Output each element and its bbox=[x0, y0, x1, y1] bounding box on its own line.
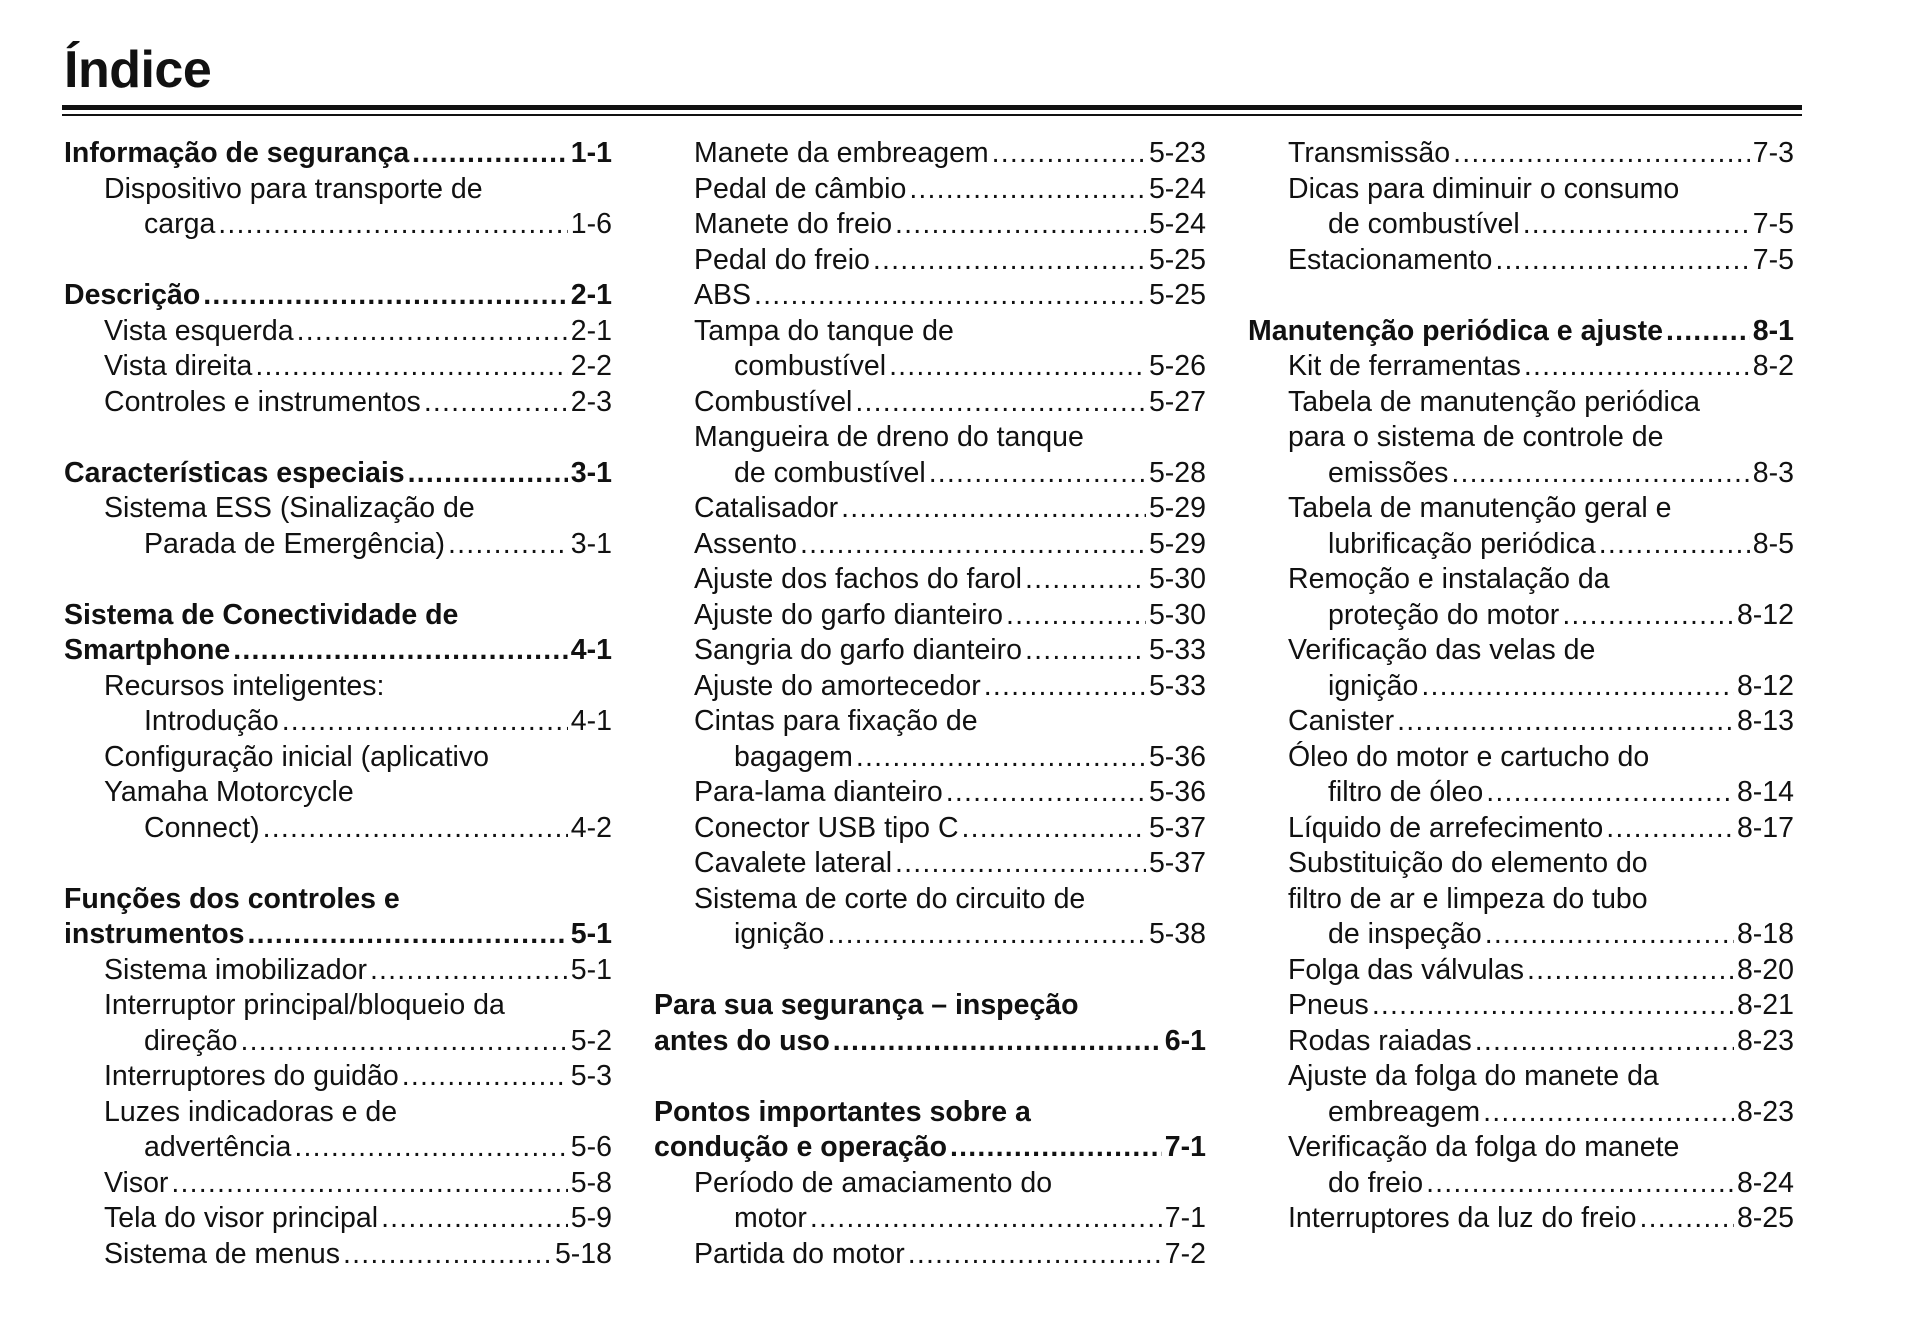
page-number: 4-1 bbox=[570, 634, 612, 666]
entry-text: Rodas raiadas bbox=[1288, 1024, 1472, 1057]
page-number: 3-1 bbox=[570, 456, 612, 489]
entry-text: carga bbox=[144, 208, 216, 240]
entry-text: Características especiais bbox=[64, 456, 405, 489]
section-spacer bbox=[64, 420, 612, 456]
entry-text: ABS bbox=[694, 279, 752, 311]
toc-entry[interactable] bbox=[734, 740, 1206, 776]
entry-text: Transmissão bbox=[1288, 137, 1451, 169]
dot-leader bbox=[171, 1166, 567, 1202]
title-divider-thin bbox=[62, 114, 1802, 116]
page-number: 8-5 bbox=[1752, 527, 1794, 560]
toc-entry[interactable] bbox=[144, 704, 612, 740]
page-number: 8-14 bbox=[1736, 776, 1794, 808]
page-number: 8-12 bbox=[1736, 669, 1794, 702]
page-number: 3-1 bbox=[570, 527, 612, 560]
dot-leader bbox=[203, 278, 568, 314]
toc-entry[interactable] bbox=[1328, 1166, 1794, 1202]
dot-leader bbox=[1475, 1024, 1734, 1060]
dot-leader bbox=[1025, 562, 1146, 598]
toc-entry[interactable] bbox=[1288, 811, 1794, 847]
entry-text: instrumentos bbox=[64, 918, 245, 950]
dot-leader bbox=[1606, 811, 1734, 847]
page-number: 5-3 bbox=[570, 1060, 612, 1092]
section-heading-entry[interactable] bbox=[64, 136, 612, 172]
toc-column-1 bbox=[64, 136, 612, 1272]
toc-entry[interactable] bbox=[1288, 1024, 1794, 1060]
page-number: 8-12 bbox=[1736, 598, 1794, 631]
page-number: 8-1 bbox=[1752, 314, 1794, 347]
dot-leader bbox=[1562, 598, 1734, 634]
entry-text: Tela do visor principal bbox=[104, 1202, 379, 1234]
dot-leader bbox=[810, 1201, 1162, 1237]
toc-entry[interactable] bbox=[1328, 456, 1794, 492]
toc-entry[interactable] bbox=[104, 349, 612, 385]
toc-entry-line: Substituição do elemento do bbox=[1288, 847, 1648, 879]
toc-entry[interactable] bbox=[144, 1130, 612, 1166]
dot-leader bbox=[992, 136, 1146, 172]
dot-leader bbox=[1485, 917, 1734, 953]
page-number: 7-1 bbox=[1164, 1131, 1206, 1163]
page-number: 5-2 bbox=[570, 1024, 612, 1057]
entry-text: Catalisador bbox=[694, 492, 839, 524]
dot-leader bbox=[370, 953, 568, 989]
dot-leader bbox=[248, 917, 568, 953]
page-number: 5-37 bbox=[1148, 847, 1206, 879]
entry-text: Smartphone bbox=[64, 634, 231, 666]
page-number: 5-24 bbox=[1148, 172, 1206, 205]
section-spacer bbox=[654, 1059, 1206, 1095]
entry-text: Connect) bbox=[144, 811, 260, 844]
toc-entry[interactable] bbox=[1288, 349, 1794, 385]
dot-leader bbox=[1451, 456, 1749, 492]
section-spacer bbox=[654, 953, 1206, 989]
section-heading-entry[interactable] bbox=[654, 1024, 1206, 1060]
toc-entry[interactable] bbox=[1328, 775, 1794, 811]
section-title-line: Sistema de Conectividade de bbox=[64, 598, 459, 631]
toc-entry-line: filtro de ar e limpeza do tubo bbox=[1288, 882, 1648, 915]
section-title-line: Pontos importantes sobre a bbox=[654, 1095, 1031, 1128]
dot-leader bbox=[381, 1201, 568, 1237]
toc-entry-line: Remoção e instalação da bbox=[1288, 563, 1610, 595]
toc-entry[interactable] bbox=[694, 633, 1206, 669]
dot-leader bbox=[1666, 314, 1750, 350]
entry-text: Manete do freio bbox=[694, 208, 893, 240]
toc-entry[interactable] bbox=[104, 385, 612, 421]
entry-text: Controles e instrumentos bbox=[104, 385, 421, 418]
dot-leader bbox=[950, 1130, 1162, 1166]
toc-section bbox=[64, 420, 612, 562]
dot-leader bbox=[855, 385, 1146, 421]
entry-text: motor bbox=[734, 1202, 807, 1234]
toc-entry[interactable] bbox=[694, 811, 1206, 847]
dot-leader bbox=[1523, 207, 1750, 243]
page-title: Índice bbox=[64, 41, 212, 99]
dot-leader bbox=[1527, 953, 1734, 989]
section-spacer bbox=[64, 846, 612, 882]
page-number: 2-1 bbox=[570, 279, 612, 311]
dot-leader bbox=[263, 811, 568, 847]
toc-section bbox=[64, 562, 612, 846]
page-number: 8-23 bbox=[1736, 1024, 1794, 1057]
dot-leader bbox=[856, 740, 1146, 776]
entry-text: Estacionamento bbox=[1288, 243, 1493, 276]
entry-text: Líquido de arrefecimento bbox=[1288, 811, 1604, 844]
page-number: 5-6 bbox=[570, 1131, 612, 1163]
page-number: 8-20 bbox=[1736, 953, 1794, 986]
toc-entry-line: Sistema ESS (Sinalização de bbox=[104, 492, 475, 524]
page-number: 5-30 bbox=[1148, 563, 1206, 595]
entry-text: direção bbox=[144, 1024, 238, 1057]
toc-entry[interactable] bbox=[694, 775, 1206, 811]
toc-entry[interactable] bbox=[144, 1024, 612, 1060]
page-number: 4-2 bbox=[570, 811, 612, 844]
entry-text: lubrificação periódica bbox=[1328, 527, 1596, 560]
entry-text: Kit de ferramentas bbox=[1288, 350, 1521, 382]
entry-text: Assento bbox=[694, 527, 797, 560]
dot-leader bbox=[412, 136, 568, 172]
dot-leader bbox=[1483, 1095, 1734, 1131]
dot-leader bbox=[1640, 1201, 1734, 1237]
toc-entry-line: Dispositivo para transporte de bbox=[104, 172, 483, 205]
page-number: 5-1 bbox=[570, 918, 612, 950]
toc-entry[interactable] bbox=[104, 314, 612, 350]
dot-leader bbox=[754, 278, 1146, 314]
page-number: 7-1 bbox=[1164, 1202, 1206, 1234]
dot-leader bbox=[929, 456, 1146, 492]
entry-text: antes do uso bbox=[654, 1024, 830, 1057]
page-number: 1-1 bbox=[570, 137, 612, 169]
page-number: 8-18 bbox=[1736, 918, 1794, 950]
toc-entry-line: Tampa do tanque de bbox=[694, 314, 954, 347]
section-heading-entry[interactable] bbox=[64, 278, 612, 314]
section-heading-entry[interactable] bbox=[64, 633, 612, 669]
toc-entry[interactable] bbox=[694, 491, 1206, 527]
page-number: 5-24 bbox=[1148, 208, 1206, 240]
entry-text: Pedal do freio bbox=[694, 243, 870, 276]
entry-text: bagagem bbox=[734, 740, 853, 773]
dot-leader bbox=[827, 917, 1146, 953]
dot-leader bbox=[1421, 669, 1734, 705]
page-number: 4-1 bbox=[570, 705, 612, 737]
dot-leader bbox=[833, 1024, 1162, 1060]
section-title-line: Funções dos controles e bbox=[64, 882, 400, 915]
dot-leader bbox=[889, 349, 1146, 385]
toc-entry[interactable] bbox=[694, 172, 1206, 208]
dot-leader bbox=[255, 349, 567, 385]
toc-entry-line: Recursos inteligentes: bbox=[104, 669, 385, 702]
entry-text: Vista esquerda bbox=[104, 314, 294, 347]
toc-entry-line: para o sistema de controle de bbox=[1288, 421, 1664, 453]
toc-entry[interactable] bbox=[104, 1166, 612, 1202]
dot-leader bbox=[1453, 136, 1750, 172]
section-spacer bbox=[64, 243, 612, 279]
toc-entry[interactable] bbox=[1328, 207, 1794, 243]
toc-entry[interactable] bbox=[104, 1059, 612, 1095]
toc-entry[interactable] bbox=[1288, 243, 1794, 279]
page-number: 7-5 bbox=[1752, 208, 1794, 240]
dot-leader bbox=[1524, 349, 1750, 385]
page-number: 8-25 bbox=[1736, 1202, 1794, 1234]
page-number: 5-29 bbox=[1148, 492, 1206, 524]
page-number: 2-3 bbox=[570, 385, 612, 418]
entry-text: Interruptores do guidão bbox=[104, 1060, 399, 1092]
toc-entry[interactable] bbox=[694, 207, 1206, 243]
entry-text: ignição bbox=[734, 918, 825, 950]
toc-entry[interactable] bbox=[694, 136, 1206, 172]
page-number: 8-2 bbox=[1752, 350, 1794, 382]
toc-entry-line: Luzes indicadoras e de bbox=[104, 1095, 398, 1128]
dot-leader bbox=[402, 1059, 568, 1095]
section-heading-entry[interactable] bbox=[64, 456, 612, 492]
entry-text: filtro de óleo bbox=[1328, 776, 1484, 808]
toc-entry[interactable] bbox=[1288, 1201, 1794, 1237]
entry-text: Sangria do garfo dianteiro bbox=[694, 634, 1022, 666]
toc-entry[interactable] bbox=[1328, 598, 1794, 634]
toc-entry-line: Óleo do motor e cartucho do bbox=[1288, 740, 1650, 773]
toc-entry-line: Tabela de manutenção geral e bbox=[1288, 492, 1672, 524]
toc-entry-line: Configuração inicial (aplicativo bbox=[104, 740, 489, 773]
dot-leader bbox=[1006, 598, 1146, 634]
page-number: 5-33 bbox=[1148, 634, 1206, 666]
toc-entry[interactable] bbox=[734, 917, 1206, 953]
entry-text: Ajuste dos fachos do farol bbox=[694, 563, 1022, 595]
toc-entry-line: Dicas para diminuir o consumo bbox=[1288, 172, 1680, 205]
page-number: 5-23 bbox=[1148, 137, 1206, 169]
entry-text: Interruptores da luz do freio bbox=[1288, 1202, 1637, 1234]
entry-text: condução e operação bbox=[654, 1131, 948, 1163]
page-number: 8-21 bbox=[1736, 989, 1794, 1021]
title-divider-thick bbox=[62, 105, 1802, 110]
toc-entry[interactable] bbox=[734, 1201, 1206, 1237]
page-number: 2-1 bbox=[570, 314, 612, 347]
dot-leader bbox=[984, 669, 1146, 705]
dot-leader bbox=[343, 1237, 552, 1273]
toc-entry-line: Yamaha Motorcycle bbox=[104, 776, 354, 808]
page-number: 2-2 bbox=[570, 350, 612, 382]
dot-leader bbox=[282, 704, 568, 740]
page-number: 5-9 bbox=[570, 1202, 612, 1234]
dot-leader bbox=[294, 1130, 567, 1166]
section-spacer bbox=[64, 562, 612, 598]
entry-text: emissões bbox=[1328, 456, 1449, 489]
toc-entry[interactable] bbox=[694, 669, 1206, 705]
page-number: 5-8 bbox=[570, 1166, 612, 1199]
toc-entry[interactable] bbox=[1288, 136, 1794, 172]
entry-text: Folga das válvulas bbox=[1288, 953, 1525, 986]
dot-leader bbox=[297, 314, 568, 350]
page-number: 1-6 bbox=[570, 208, 612, 240]
dot-leader bbox=[1397, 704, 1734, 740]
dot-leader bbox=[895, 207, 1146, 243]
entry-text: Visor bbox=[104, 1166, 169, 1199]
page-number: 6-1 bbox=[1164, 1024, 1206, 1057]
entry-text: Introdução bbox=[144, 705, 279, 737]
dot-leader bbox=[408, 456, 568, 492]
toc-section bbox=[654, 953, 1206, 1060]
page-number: 5-38 bbox=[1148, 918, 1206, 950]
entry-text: Sistema imobilizador bbox=[104, 953, 367, 986]
toc-entry[interactable] bbox=[694, 278, 1206, 314]
toc-entry-line: Período de amaciamento do bbox=[694, 1166, 1053, 1199]
toc-entry-line: Verificação da folga do manete bbox=[1288, 1131, 1680, 1163]
dot-leader bbox=[240, 1024, 567, 1060]
toc-entry[interactable] bbox=[1328, 527, 1794, 563]
page-number: 8-13 bbox=[1736, 705, 1794, 737]
toc-entry[interactable] bbox=[144, 811, 612, 847]
dot-leader bbox=[946, 775, 1146, 811]
entry-text: Conector USB tipo C bbox=[694, 811, 959, 844]
toc-entry[interactable] bbox=[694, 846, 1206, 882]
toc-entry[interactable] bbox=[694, 598, 1206, 634]
toc-entry[interactable] bbox=[104, 953, 612, 989]
dot-leader bbox=[1599, 527, 1750, 563]
entry-text: Descrição bbox=[64, 279, 201, 311]
toc-entry[interactable] bbox=[694, 1237, 1206, 1273]
dot-leader bbox=[448, 527, 568, 563]
toc-column-3 bbox=[1248, 136, 1794, 1237]
page-number: 5-36 bbox=[1148, 776, 1206, 808]
toc-entry-line: Mangueira de dreno do tanque bbox=[694, 421, 1084, 453]
page-number: 5-26 bbox=[1148, 350, 1206, 382]
toc-entry[interactable] bbox=[104, 1201, 612, 1237]
dot-leader bbox=[800, 527, 1146, 563]
page-number: 5-27 bbox=[1148, 385, 1206, 418]
entry-text: Partida do motor bbox=[694, 1237, 905, 1270]
entry-text: Manutenção periódica e ajuste bbox=[1248, 314, 1663, 347]
entry-text: Para-lama dianteiro bbox=[694, 776, 943, 808]
entry-text: de combustível bbox=[734, 456, 926, 489]
toc-entry-line: Ajuste da folga do manete da bbox=[1288, 1060, 1659, 1092]
entry-text: de inspeção bbox=[1328, 918, 1482, 950]
toc-section bbox=[654, 136, 1206, 953]
dot-leader bbox=[841, 491, 1146, 527]
entry-text: Parada de Emergência) bbox=[144, 527, 446, 560]
page-number: 8-24 bbox=[1736, 1166, 1794, 1199]
toc-section bbox=[64, 243, 612, 421]
section-heading-entry[interactable] bbox=[1248, 314, 1794, 350]
entry-text: ignição bbox=[1328, 669, 1419, 702]
toc-entry[interactable] bbox=[694, 385, 1206, 421]
page-number: 5-37 bbox=[1148, 811, 1206, 844]
page-number: 5-36 bbox=[1148, 740, 1206, 773]
toc-entry[interactable] bbox=[144, 527, 612, 563]
entry-text: proteção do motor bbox=[1328, 598, 1560, 631]
page-number: 7-2 bbox=[1164, 1237, 1206, 1270]
dot-leader bbox=[424, 385, 568, 421]
dot-leader bbox=[233, 633, 568, 669]
page-number: 5-18 bbox=[554, 1237, 612, 1270]
page-number: 8-23 bbox=[1736, 1095, 1794, 1128]
toc-entry-line: Cintas para fixação de bbox=[694, 705, 978, 737]
entry-text: Pneus bbox=[1288, 989, 1369, 1021]
toc-entry[interactable] bbox=[1328, 917, 1794, 953]
page-number: 7-3 bbox=[1752, 137, 1794, 169]
page-number: 5-25 bbox=[1148, 279, 1206, 311]
dot-leader bbox=[1495, 243, 1749, 279]
page-number: 5-1 bbox=[570, 953, 612, 986]
page-number: 8-17 bbox=[1736, 811, 1794, 844]
toc-entry[interactable] bbox=[734, 349, 1206, 385]
entry-text: combustível bbox=[734, 350, 887, 382]
dot-leader bbox=[1372, 988, 1734, 1024]
entry-text: advertência bbox=[144, 1131, 292, 1163]
dot-leader bbox=[908, 1237, 1162, 1273]
entry-text: embreagem bbox=[1328, 1095, 1481, 1128]
dot-leader bbox=[1025, 633, 1146, 669]
entry-text: do freio bbox=[1328, 1166, 1424, 1199]
toc-entry-line: Interruptor principal/bloqueio da bbox=[104, 989, 505, 1021]
section-heading-entry[interactable] bbox=[654, 1130, 1206, 1166]
toc-entry-line: Tabela de manutenção periódica bbox=[1288, 385, 1700, 418]
toc-section bbox=[64, 846, 612, 1272]
page-number: 5-28 bbox=[1148, 456, 1206, 489]
page-number: 5-29 bbox=[1148, 527, 1206, 560]
toc-entry[interactable] bbox=[104, 1237, 612, 1273]
page-number: 5-25 bbox=[1148, 243, 1206, 276]
toc-entry[interactable] bbox=[694, 527, 1206, 563]
dot-leader bbox=[962, 811, 1146, 847]
toc-entry[interactable] bbox=[734, 456, 1206, 492]
toc-entry[interactable] bbox=[694, 562, 1206, 598]
page-number: 7-5 bbox=[1752, 243, 1794, 276]
toc-entry[interactable] bbox=[1328, 669, 1794, 705]
page-number: 5-30 bbox=[1148, 598, 1206, 631]
dot-leader bbox=[873, 243, 1146, 279]
toc-entry[interactable] bbox=[144, 207, 612, 243]
section-heading-entry[interactable] bbox=[64, 917, 612, 953]
toc-section bbox=[64, 136, 612, 243]
entry-text: Sistema de menus bbox=[104, 1237, 341, 1270]
entry-text: Informação de segurança bbox=[64, 137, 410, 169]
entry-text: Canister bbox=[1288, 705, 1395, 737]
toc-section bbox=[1248, 278, 1794, 1237]
toc-entry[interactable] bbox=[1328, 1095, 1794, 1131]
section-title-line: Para sua segurança – inspeção bbox=[654, 989, 1079, 1021]
entry-text: Ajuste do garfo dianteiro bbox=[694, 598, 1003, 631]
toc-entry[interactable] bbox=[1288, 704, 1794, 740]
dot-leader bbox=[1486, 775, 1734, 811]
dot-leader bbox=[909, 172, 1146, 208]
entry-text: Manete da embreagem bbox=[694, 137, 989, 169]
entry-text: Vista direita bbox=[104, 350, 253, 382]
section-spacer bbox=[1248, 278, 1794, 314]
toc-entry-line: Verificação das velas de bbox=[1288, 634, 1596, 666]
toc-column-2 bbox=[654, 136, 1206, 1272]
page-number: 8-3 bbox=[1752, 456, 1794, 489]
dot-leader bbox=[218, 207, 568, 243]
page-number: 5-33 bbox=[1148, 669, 1206, 702]
toc-section bbox=[1248, 136, 1794, 278]
toc-entry[interactable] bbox=[1288, 988, 1794, 1024]
toc-section bbox=[654, 1059, 1206, 1272]
toc-entry[interactable] bbox=[1288, 953, 1794, 989]
toc-entry[interactable] bbox=[694, 243, 1206, 279]
entry-text: de combustível bbox=[1328, 208, 1520, 240]
toc-entry-line: Sistema de corte do circuito de bbox=[694, 882, 1086, 915]
dot-leader bbox=[1426, 1166, 1734, 1202]
dot-leader bbox=[895, 846, 1146, 882]
entry-text: Ajuste do amortecedor bbox=[694, 669, 981, 702]
entry-text: Cavalete lateral bbox=[694, 847, 893, 879]
entry-text: Pedal de câmbio bbox=[694, 172, 907, 205]
entry-text: Combustível bbox=[694, 385, 853, 418]
